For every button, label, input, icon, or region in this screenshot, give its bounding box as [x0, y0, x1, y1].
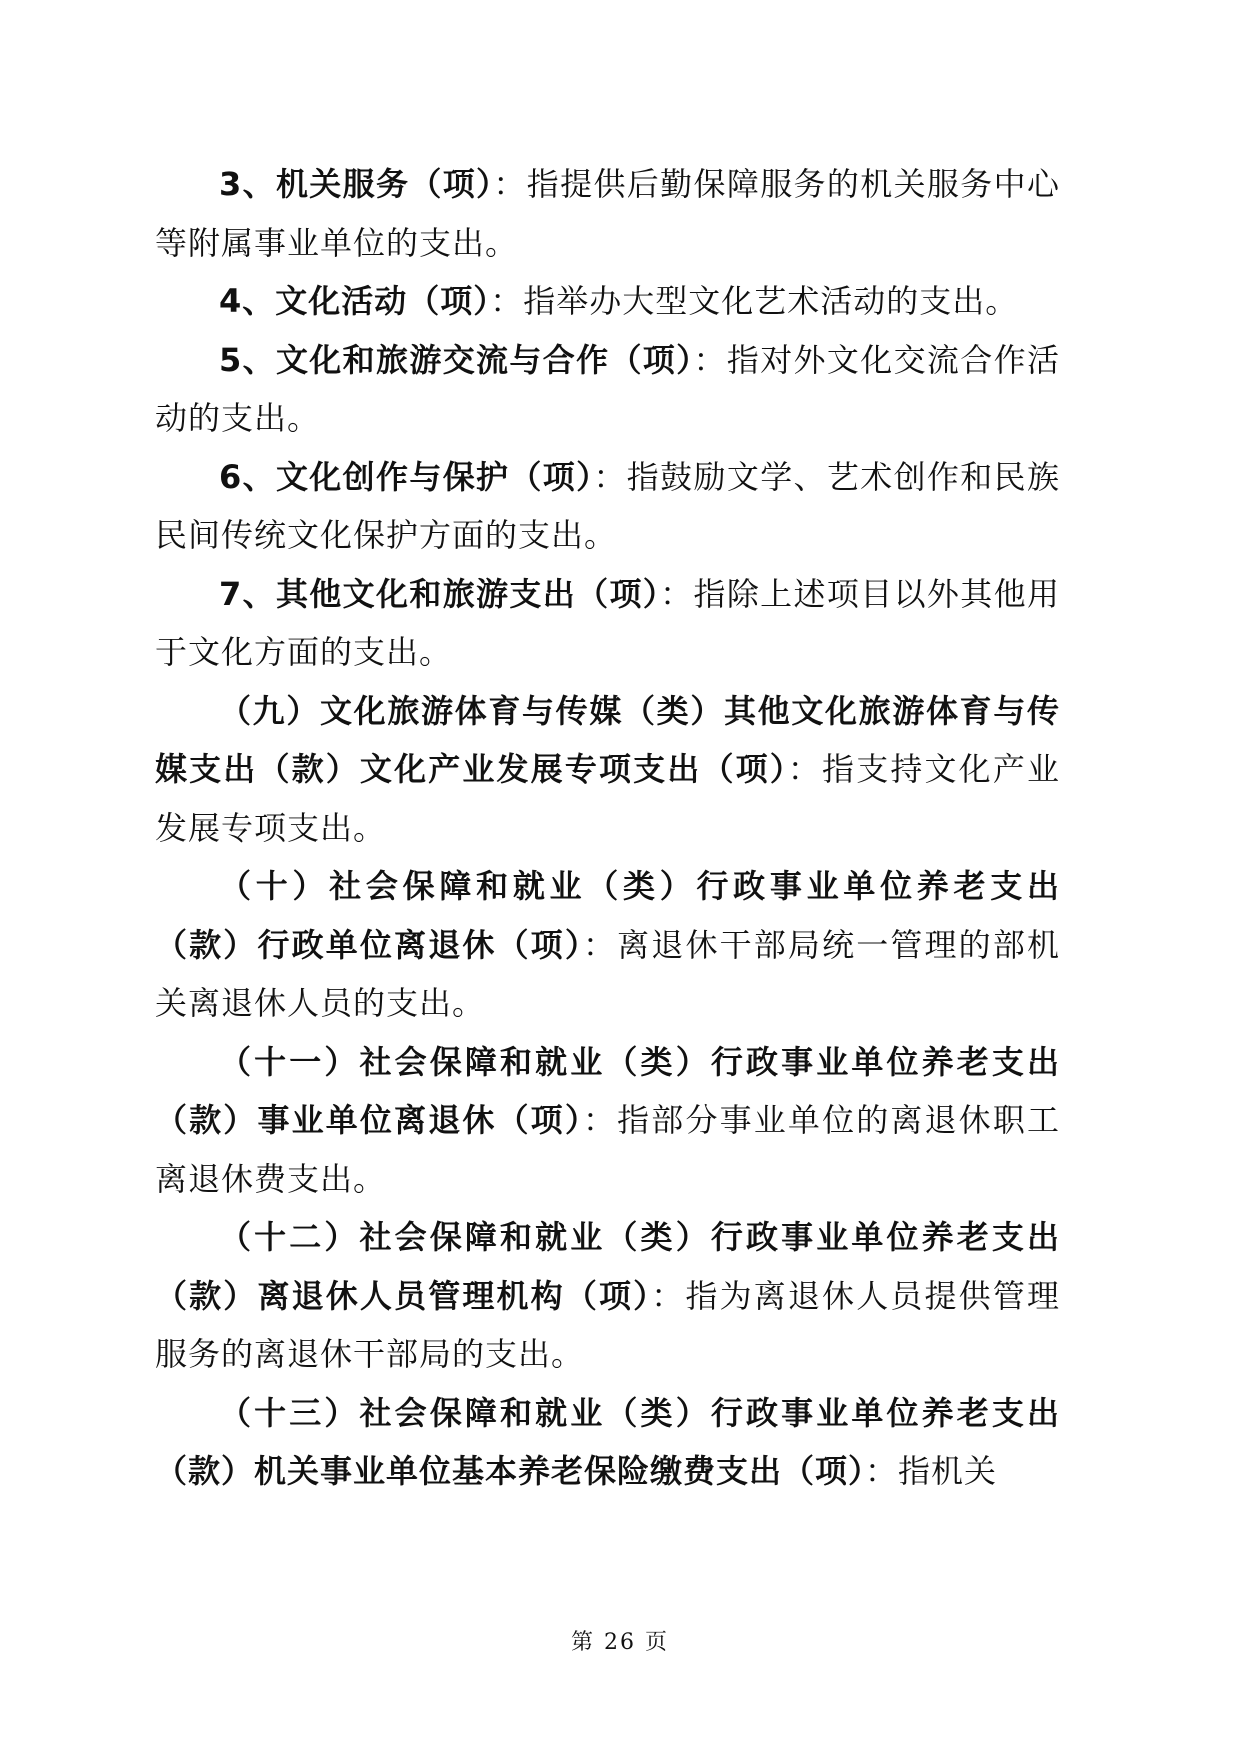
paragraph-1 — [155, 155, 1060, 272]
paragraph-8-heading: （十一）社会保障和就业（类）行政事业单位养老支出（款）事业单位离退休（项） — [155, 1042, 1060, 1139]
paragraph-6-heading: （九）文化旅游体育与传媒（类）其他文化旅游体育与传媒支出（款）文化产业发展专项支出（项） — [155, 691, 1060, 788]
paragraph-3 — [155, 331, 1060, 448]
paragraph-6-text: ：指支持文化产业发展专项支出。 — [155, 750, 1060, 847]
paragraph-7-text: ：离退休干部局统一管理的部机关离退休人员的支出。 — [155, 925, 1060, 1022]
paragraph-3-heading: 5、文化和旅游交流与合作（项） — [219, 340, 694, 379]
paragraph-7-heading: （十）社会保障和就业（类）行政事业单位养老支出（款）行政单位离退休（项） — [155, 867, 1060, 964]
paragraph-4-text: ：指鼓励文学、艺术创作和民族民间传统文化保护方面的支出。 — [155, 457, 1060, 554]
paragraph-8-text: ：指部分事业单位的离退休职工离退休费支出。 — [155, 1101, 1060, 1198]
paragraph-6 — [155, 682, 1060, 858]
paragraph-2-heading: 4、文化活动（项） — [219, 282, 491, 320]
paragraph-9-heading: （十二）社会保障和就业（类）行政事业单位养老支出（款）离退休人员管理机构（项） — [155, 1218, 1060, 1315]
paragraph-5 — [155, 565, 1060, 682]
paragraph-3-text: ：指对外文化交流合作活动的支出。 — [155, 340, 1060, 437]
paragraph-7 — [155, 857, 1060, 1033]
paragraph-1-text: ：指提供后勤保障服务的机关服务中心等附属事业单位的支出。 — [155, 165, 1060, 262]
paragraph-2-text: ：指举办大型文化艺术活动的支出。 — [490, 282, 1019, 320]
page-number: 第 26 页 — [571, 1630, 669, 1655]
paragraph-1-heading: 3、机关服务（项） — [219, 165, 494, 203]
paragraph-8 — [155, 1033, 1060, 1209]
paragraph-5-text: ：指除上述项目以外其他用于文化方面的支出。 — [155, 574, 1060, 671]
paragraph-2 — [155, 272, 1060, 331]
paragraph-4-heading: 6、文化创作与保护（项） — [219, 457, 594, 496]
paragraph-10-text: ：指机关 — [865, 1452, 998, 1490]
paragraph-10 — [155, 1384, 1060, 1501]
paragraph-10-heading: （十三）社会保障和就业（类）行政事业单位养老支出（款）机关事业单位基本养老保险缴费支出（项） — [155, 1393, 1060, 1490]
paragraph-9 — [155, 1208, 1060, 1384]
paragraph-5-heading: 7、其他文化和旅游支出（项） — [219, 574, 661, 613]
paragraph-9-text: ：指为离退休人员提供管理服务的离退休干部局的支出。 — [155, 1276, 1060, 1373]
document-body — [155, 155, 1060, 1501]
paragraph-4 — [155, 448, 1060, 565]
